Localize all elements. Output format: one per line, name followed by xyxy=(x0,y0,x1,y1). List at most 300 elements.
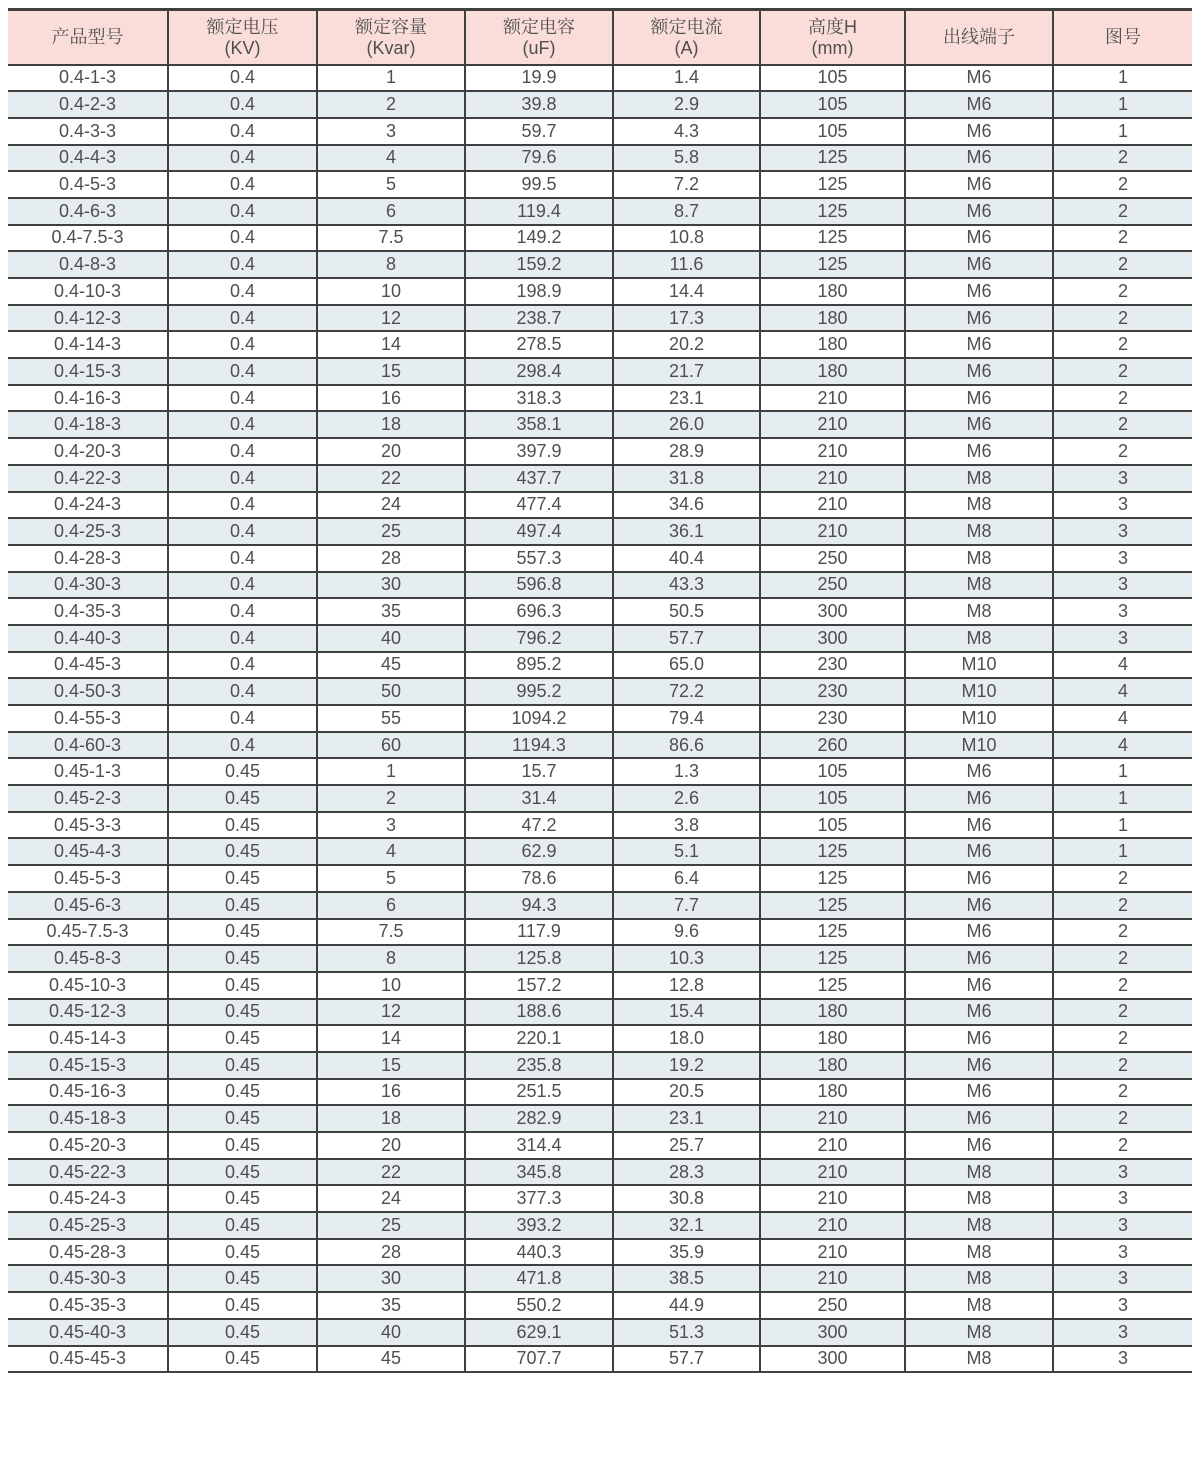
table-row xyxy=(8,1319,1192,1346)
cell-height: 105 xyxy=(760,91,905,118)
cell-terminal: M6 xyxy=(905,278,1053,305)
cell-current: 3.8 xyxy=(613,812,760,839)
cell-voltage: 0.4 xyxy=(168,225,317,252)
cell-terminal: M6 xyxy=(905,331,1053,358)
cell-model: 0.4-4-3 xyxy=(8,145,168,172)
table-row xyxy=(8,331,1192,358)
cell-figure: 3 xyxy=(1053,1265,1192,1292)
cell-height: 180 xyxy=(760,331,905,358)
cell-model: 0.45-14-3 xyxy=(8,1025,168,1052)
table-row xyxy=(8,1079,1192,1106)
cell-capacitance: 47.2 xyxy=(465,812,613,839)
cell-capacitance: 31.4 xyxy=(465,785,613,812)
cell-voltage: 0.4 xyxy=(168,678,317,705)
cell-current: 6.4 xyxy=(613,865,760,892)
column-title: 额定电压 xyxy=(206,16,279,37)
cell-current: 26.0 xyxy=(613,411,760,438)
cell-terminal: M8 xyxy=(905,572,1053,599)
cell-capacitance: 251.5 xyxy=(465,1079,613,1106)
cell-terminal: M6 xyxy=(905,305,1053,332)
cell-capacitance: 550.2 xyxy=(465,1292,613,1319)
cell-figure: 4 xyxy=(1053,678,1192,705)
cell-figure: 2 xyxy=(1053,1105,1192,1132)
cell-height: 230 xyxy=(760,652,905,679)
cell-voltage: 0.45 xyxy=(168,1185,317,1212)
column-title: 图号 xyxy=(1105,27,1141,48)
cell-model: 0.4-2-3 xyxy=(8,91,168,118)
cell-capacitance: 397.9 xyxy=(465,438,613,465)
cell-capacitance: 393.2 xyxy=(465,1212,613,1239)
cell-capacity: 4 xyxy=(317,838,465,865)
cell-voltage: 0.45 xyxy=(168,865,317,892)
cell-current: 10.8 xyxy=(613,225,760,252)
cell-height: 125 xyxy=(760,251,905,278)
table-row xyxy=(8,945,1192,972)
cell-capacity: 20 xyxy=(317,1132,465,1159)
cell-height: 300 xyxy=(760,1346,905,1373)
cell-capacity: 8 xyxy=(317,945,465,972)
cell-figure: 2 xyxy=(1053,198,1192,225)
cell-height: 260 xyxy=(760,732,905,759)
cell-capacity: 30 xyxy=(317,1265,465,1292)
cell-capacity: 14 xyxy=(317,331,465,358)
cell-height: 230 xyxy=(760,678,905,705)
table-row xyxy=(8,385,1192,412)
cell-model: 0.4-45-3 xyxy=(8,652,168,679)
cell-figure: 3 xyxy=(1053,518,1192,545)
cell-capacity: 40 xyxy=(317,1319,465,1346)
cell-figure: 2 xyxy=(1053,865,1192,892)
cell-figure: 3 xyxy=(1053,545,1192,572)
cell-capacitance: 345.8 xyxy=(465,1159,613,1186)
cell-capacity: 5 xyxy=(317,171,465,198)
cell-capacity: 5 xyxy=(317,865,465,892)
cell-model: 0.4-18-3 xyxy=(8,411,168,438)
cell-figure: 2 xyxy=(1053,385,1192,412)
cell-terminal: M6 xyxy=(905,251,1053,278)
cell-voltage: 0.45 xyxy=(168,1346,317,1373)
cell-terminal: M6 xyxy=(905,1132,1053,1159)
cell-current: 7.2 xyxy=(613,171,760,198)
cell-capacitance: 557.3 xyxy=(465,545,613,572)
cell-model: 0.4-50-3 xyxy=(8,678,168,705)
cell-height: 105 xyxy=(760,785,905,812)
cell-height: 250 xyxy=(760,1292,905,1319)
cell-capacity: 24 xyxy=(317,1185,465,1212)
table-row xyxy=(8,91,1192,118)
cell-model: 0.45-45-3 xyxy=(8,1346,168,1373)
cell-height: 210 xyxy=(760,438,905,465)
table-row xyxy=(8,518,1192,545)
cell-voltage: 0.45 xyxy=(168,919,317,946)
cell-current: 23.1 xyxy=(613,385,760,412)
cell-terminal: M6 xyxy=(905,785,1053,812)
cell-capacitance: 707.7 xyxy=(465,1346,613,1373)
cell-voltage: 0.45 xyxy=(168,1052,317,1079)
cell-figure: 2 xyxy=(1053,892,1192,919)
cell-terminal: M8 xyxy=(905,1265,1053,1292)
cell-capacity: 55 xyxy=(317,705,465,732)
cell-height: 210 xyxy=(760,1105,905,1132)
cell-capacity: 16 xyxy=(317,1079,465,1106)
cell-capacity: 15 xyxy=(317,358,465,385)
column-unit: (mm) xyxy=(811,37,854,58)
cell-height: 210 xyxy=(760,492,905,519)
cell-capacity: 22 xyxy=(317,465,465,492)
cell-current: 34.6 xyxy=(613,492,760,519)
cell-figure: 4 xyxy=(1053,732,1192,759)
cell-terminal: M6 xyxy=(905,919,1053,946)
cell-model: 0.4-6-3 xyxy=(8,198,168,225)
cell-figure: 2 xyxy=(1053,331,1192,358)
cell-terminal: M6 xyxy=(905,91,1053,118)
cell-terminal: M6 xyxy=(905,1105,1053,1132)
cell-height: 210 xyxy=(760,1132,905,1159)
column-header-model xyxy=(8,10,168,65)
cell-figure: 3 xyxy=(1053,1239,1192,1266)
cell-voltage: 0.4 xyxy=(168,732,317,759)
cell-terminal: M6 xyxy=(905,999,1053,1026)
cell-capacity: 45 xyxy=(317,652,465,679)
cell-figure: 4 xyxy=(1053,705,1192,732)
cell-voltage: 0.45 xyxy=(168,785,317,812)
cell-voltage: 0.45 xyxy=(168,758,317,785)
cell-height: 105 xyxy=(760,758,905,785)
cell-figure: 2 xyxy=(1053,972,1192,999)
cell-voltage: 0.4 xyxy=(168,598,317,625)
table-row xyxy=(8,812,1192,839)
table-row xyxy=(8,892,1192,919)
cell-figure: 2 xyxy=(1053,999,1192,1026)
cell-capacitance: 78.6 xyxy=(465,865,613,892)
table-row xyxy=(8,198,1192,225)
cell-height: 230 xyxy=(760,705,905,732)
cell-capacitance: 318.3 xyxy=(465,385,613,412)
cell-current: 20.5 xyxy=(613,1079,760,1106)
table-row xyxy=(8,625,1192,652)
cell-capacity: 40 xyxy=(317,625,465,652)
cell-model: 0.4-16-3 xyxy=(8,385,168,412)
cell-capacity: 14 xyxy=(317,1025,465,1052)
cell-model: 0.45-25-3 xyxy=(8,1212,168,1239)
cell-height: 105 xyxy=(760,65,905,92)
cell-height: 125 xyxy=(760,892,905,919)
column-header-voltage xyxy=(168,10,317,65)
cell-capacity: 10 xyxy=(317,972,465,999)
cell-capacity: 35 xyxy=(317,598,465,625)
cell-model: 0.4-5-3 xyxy=(8,171,168,198)
cell-voltage: 0.4 xyxy=(168,118,317,145)
cell-model: 0.45-35-3 xyxy=(8,1292,168,1319)
cell-terminal: M8 xyxy=(905,545,1053,572)
cell-capacitance: 1094.2 xyxy=(465,705,613,732)
cell-model: 0.4-30-3 xyxy=(8,572,168,599)
cell-capacitance: 94.3 xyxy=(465,892,613,919)
cell-capacitance: 39.8 xyxy=(465,91,613,118)
table-row xyxy=(8,118,1192,145)
cell-capacity: 12 xyxy=(317,305,465,332)
cell-capacitance: 377.3 xyxy=(465,1185,613,1212)
table-row xyxy=(8,678,1192,705)
cell-current: 2.6 xyxy=(613,785,760,812)
cell-current: 5.8 xyxy=(613,145,760,172)
cell-voltage: 0.45 xyxy=(168,1025,317,1052)
cell-height: 210 xyxy=(760,465,905,492)
cell-voltage: 0.45 xyxy=(168,972,317,999)
product-spec-table xyxy=(8,8,1192,1373)
cell-capacity: 6 xyxy=(317,892,465,919)
cell-voltage: 0.4 xyxy=(168,91,317,118)
cell-current: 1.4 xyxy=(613,65,760,92)
cell-current: 23.1 xyxy=(613,1105,760,1132)
table-row xyxy=(8,652,1192,679)
cell-capacity: 18 xyxy=(317,411,465,438)
table-row xyxy=(8,999,1192,1026)
cell-height: 125 xyxy=(760,145,905,172)
cell-voltage: 0.45 xyxy=(168,838,317,865)
cell-figure: 2 xyxy=(1053,358,1192,385)
table-row xyxy=(8,225,1192,252)
cell-model: 0.45-1-3 xyxy=(8,758,168,785)
cell-capacitance: 895.2 xyxy=(465,652,613,679)
cell-voltage: 0.45 xyxy=(168,1079,317,1106)
cell-model: 0.4-14-3 xyxy=(8,331,168,358)
cell-figure: 3 xyxy=(1053,465,1192,492)
cell-current: 40.4 xyxy=(613,545,760,572)
cell-height: 180 xyxy=(760,1025,905,1052)
cell-voltage: 0.4 xyxy=(168,438,317,465)
cell-current: 43.3 xyxy=(613,572,760,599)
cell-model: 0.45-7.5-3 xyxy=(8,919,168,946)
cell-voltage: 0.45 xyxy=(168,1132,317,1159)
cell-voltage: 0.4 xyxy=(168,545,317,572)
cell-figure: 2 xyxy=(1053,305,1192,332)
cell-figure: 2 xyxy=(1053,1132,1192,1159)
cell-figure: 3 xyxy=(1053,1346,1192,1373)
cell-height: 180 xyxy=(760,1079,905,1106)
cell-model: 0.4-20-3 xyxy=(8,438,168,465)
cell-terminal: M6 xyxy=(905,411,1053,438)
table-row xyxy=(8,838,1192,865)
cell-voltage: 0.45 xyxy=(168,1265,317,1292)
column-unit: (uF) xyxy=(522,37,556,58)
cell-capacitance: 796.2 xyxy=(465,625,613,652)
table-row xyxy=(8,572,1192,599)
cell-terminal: M8 xyxy=(905,625,1053,652)
cell-voltage: 0.4 xyxy=(168,278,317,305)
cell-figure: 3 xyxy=(1053,598,1192,625)
column-title: 额定电容 xyxy=(503,16,575,37)
cell-model: 0.45-2-3 xyxy=(8,785,168,812)
cell-height: 125 xyxy=(760,838,905,865)
cell-height: 210 xyxy=(760,1185,905,1212)
column-header-capacity xyxy=(317,10,465,65)
table-row xyxy=(8,598,1192,625)
cell-terminal: M8 xyxy=(905,598,1053,625)
cell-terminal: M8 xyxy=(905,1239,1053,1266)
cell-figure: 3 xyxy=(1053,1185,1192,1212)
cell-figure: 1 xyxy=(1053,812,1192,839)
cell-current: 15.4 xyxy=(613,999,760,1026)
column-title: 额定电流 xyxy=(650,16,723,37)
cell-height: 250 xyxy=(760,545,905,572)
cell-current: 19.2 xyxy=(613,1052,760,1079)
cell-voltage: 0.4 xyxy=(168,652,317,679)
cell-current: 32.1 xyxy=(613,1212,760,1239)
cell-current: 4.3 xyxy=(613,118,760,145)
cell-capacitance: 117.9 xyxy=(465,919,613,946)
cell-current: 20.2 xyxy=(613,331,760,358)
cell-capacity: 20 xyxy=(317,438,465,465)
cell-capacity: 50 xyxy=(317,678,465,705)
table-row xyxy=(8,1265,1192,1292)
cell-voltage: 0.4 xyxy=(168,305,317,332)
cell-capacity: 4 xyxy=(317,145,465,172)
cell-figure: 3 xyxy=(1053,625,1192,652)
cell-model: 0.45-4-3 xyxy=(8,838,168,865)
cell-voltage: 0.4 xyxy=(168,492,317,519)
cell-height: 125 xyxy=(760,198,905,225)
cell-voltage: 0.4 xyxy=(168,705,317,732)
cell-model: 0.45-12-3 xyxy=(8,999,168,1026)
cell-model: 0.4-12-3 xyxy=(8,305,168,332)
cell-model: 0.45-5-3 xyxy=(8,865,168,892)
cell-capacitance: 119.4 xyxy=(465,198,613,225)
cell-figure: 1 xyxy=(1053,65,1192,92)
cell-capacitance: 125.8 xyxy=(465,945,613,972)
cell-height: 210 xyxy=(760,1212,905,1239)
cell-capacity: 35 xyxy=(317,1292,465,1319)
table-row xyxy=(8,145,1192,172)
table-row xyxy=(8,1239,1192,1266)
cell-current: 8.7 xyxy=(613,198,760,225)
cell-voltage: 0.4 xyxy=(168,572,317,599)
cell-figure: 4 xyxy=(1053,652,1192,679)
table-row xyxy=(8,465,1192,492)
cell-voltage: 0.45 xyxy=(168,945,317,972)
cell-terminal: M6 xyxy=(905,171,1053,198)
cell-current: 79.4 xyxy=(613,705,760,732)
cell-terminal: M8 xyxy=(905,465,1053,492)
cell-capacity: 24 xyxy=(317,492,465,519)
cell-current: 44.9 xyxy=(613,1292,760,1319)
cell-capacity: 18 xyxy=(317,1105,465,1132)
table-row xyxy=(8,1159,1192,1186)
cell-model: 0.4-25-3 xyxy=(8,518,168,545)
cell-voltage: 0.45 xyxy=(168,1212,317,1239)
cell-capacitance: 159.2 xyxy=(465,251,613,278)
table-row xyxy=(8,1185,1192,1212)
header-row xyxy=(8,10,1192,65)
cell-terminal: M8 xyxy=(905,1185,1053,1212)
cell-terminal: M6 xyxy=(905,358,1053,385)
cell-capacity: 6 xyxy=(317,198,465,225)
cell-current: 86.6 xyxy=(613,732,760,759)
table-row xyxy=(8,1132,1192,1159)
cell-model: 0.4-28-3 xyxy=(8,545,168,572)
cell-capacitance: 235.8 xyxy=(465,1052,613,1079)
table-row xyxy=(8,758,1192,785)
cell-terminal: M6 xyxy=(905,65,1053,92)
cell-capacitance: 596.8 xyxy=(465,572,613,599)
cell-current: 30.8 xyxy=(613,1185,760,1212)
cell-terminal: M8 xyxy=(905,1292,1053,1319)
cell-terminal: M10 xyxy=(905,652,1053,679)
cell-model: 0.45-40-3 xyxy=(8,1319,168,1346)
cell-current: 9.6 xyxy=(613,919,760,946)
cell-capacitance: 696.3 xyxy=(465,598,613,625)
cell-figure: 2 xyxy=(1053,919,1192,946)
cell-height: 125 xyxy=(760,865,905,892)
column-header-terminal xyxy=(905,10,1053,65)
cell-terminal: M6 xyxy=(905,1052,1053,1079)
cell-terminal: M6 xyxy=(905,118,1053,145)
cell-capacity: 28 xyxy=(317,1239,465,1266)
cell-capacitance: 59.7 xyxy=(465,118,613,145)
cell-height: 125 xyxy=(760,225,905,252)
cell-model: 0.4-40-3 xyxy=(8,625,168,652)
table-row xyxy=(8,1292,1192,1319)
column-title: 出线端子 xyxy=(943,27,1015,48)
cell-capacitance: 220.1 xyxy=(465,1025,613,1052)
cell-capacity: 15 xyxy=(317,1052,465,1079)
cell-current: 11.6 xyxy=(613,251,760,278)
cell-figure: 3 xyxy=(1053,1292,1192,1319)
cell-figure: 2 xyxy=(1053,251,1192,278)
cell-current: 1.3 xyxy=(613,758,760,785)
cell-terminal: M6 xyxy=(905,438,1053,465)
table-header xyxy=(8,10,1192,65)
cell-model: 0.4-8-3 xyxy=(8,251,168,278)
cell-figure: 2 xyxy=(1053,278,1192,305)
cell-capacitance: 471.8 xyxy=(465,1265,613,1292)
cell-voltage: 0.4 xyxy=(168,385,317,412)
cell-capacity: 12 xyxy=(317,999,465,1026)
cell-figure: 2 xyxy=(1053,438,1192,465)
cell-capacity: 2 xyxy=(317,785,465,812)
cell-height: 180 xyxy=(760,305,905,332)
cell-terminal: M8 xyxy=(905,1346,1053,1373)
table-row xyxy=(8,732,1192,759)
cell-terminal: M6 xyxy=(905,385,1053,412)
cell-voltage: 0.45 xyxy=(168,1319,317,1346)
cell-height: 125 xyxy=(760,171,905,198)
cell-current: 2.9 xyxy=(613,91,760,118)
cell-model: 0.4-10-3 xyxy=(8,278,168,305)
column-header-current xyxy=(613,10,760,65)
table-row xyxy=(8,545,1192,572)
table-row xyxy=(8,1212,1192,1239)
cell-current: 7.7 xyxy=(613,892,760,919)
cell-current: 36.1 xyxy=(613,518,760,545)
cell-model: 0.45-18-3 xyxy=(8,1105,168,1132)
column-unit: (Kvar) xyxy=(366,37,416,58)
cell-capacity: 22 xyxy=(317,1159,465,1186)
cell-height: 125 xyxy=(760,945,905,972)
cell-voltage: 0.45 xyxy=(168,999,317,1026)
cell-voltage: 0.4 xyxy=(168,331,317,358)
table-row xyxy=(8,411,1192,438)
cell-model: 0.4-15-3 xyxy=(8,358,168,385)
table-row xyxy=(8,251,1192,278)
table-body xyxy=(8,65,1192,1373)
cell-voltage: 0.4 xyxy=(168,251,317,278)
column-title: 额定容量 xyxy=(355,16,427,37)
cell-figure: 1 xyxy=(1053,785,1192,812)
table-row xyxy=(8,305,1192,332)
cell-height: 210 xyxy=(760,1159,905,1186)
cell-voltage: 0.4 xyxy=(168,518,317,545)
